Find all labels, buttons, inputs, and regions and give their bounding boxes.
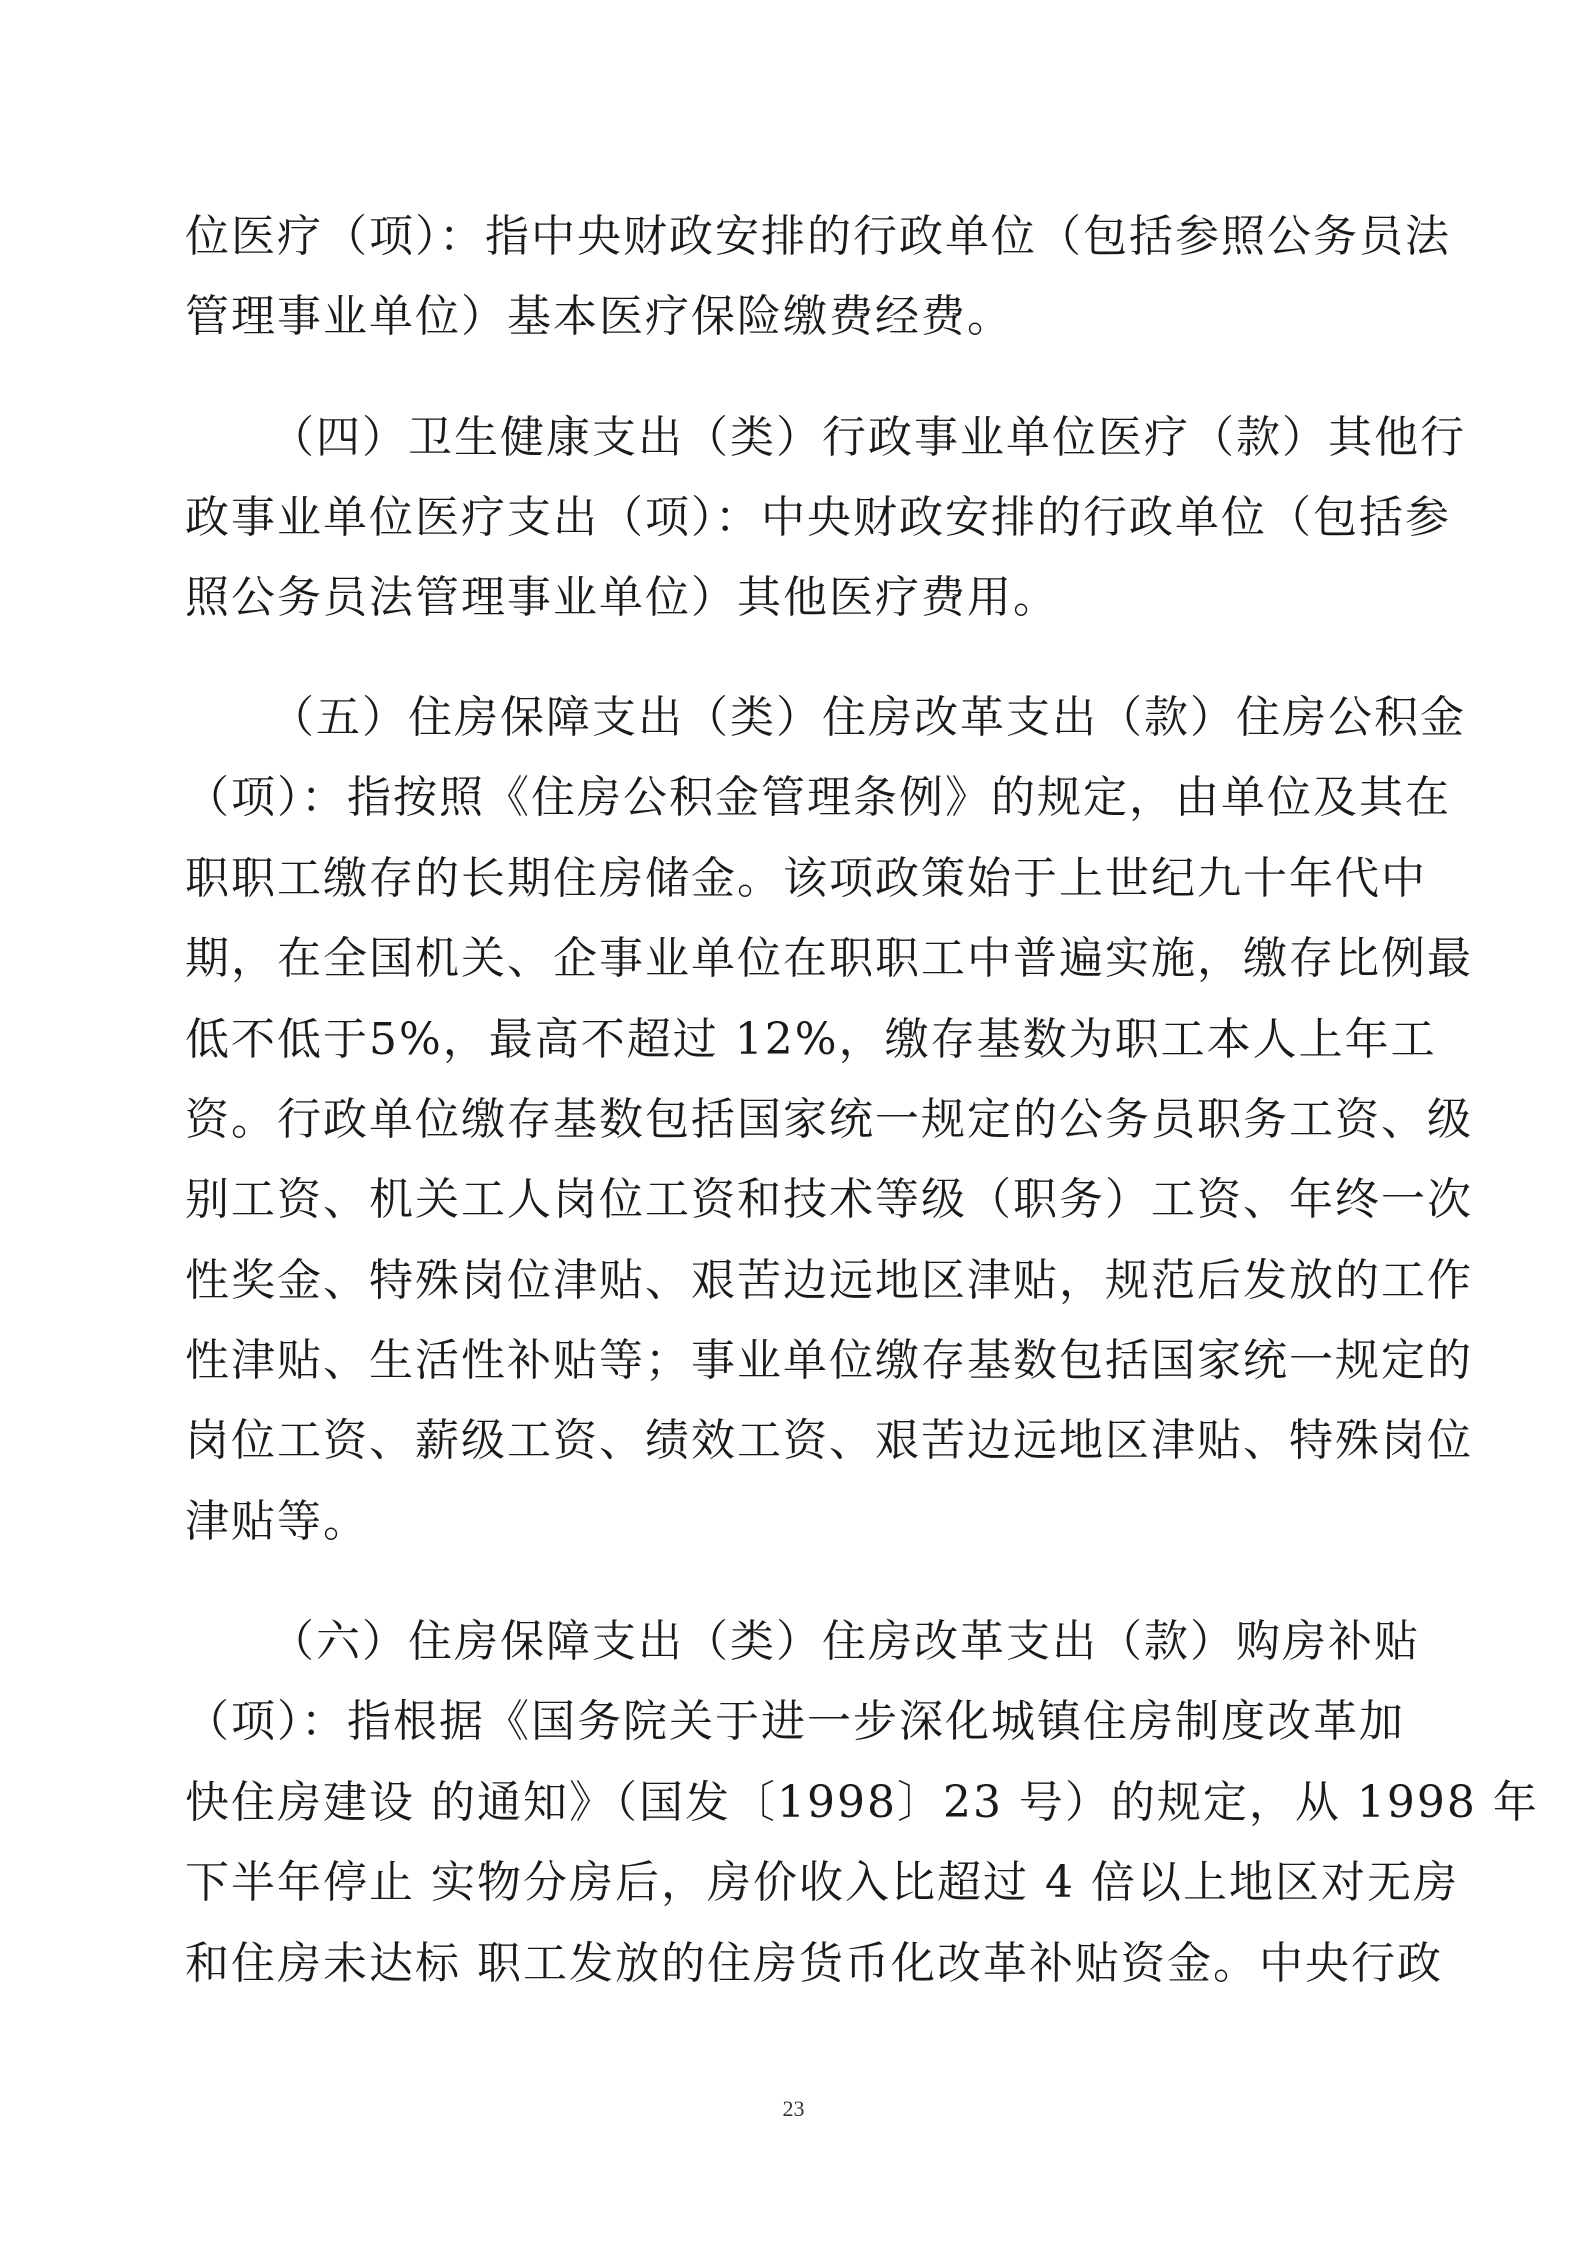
text-line: 下半年停止 实物分房后，房价收入比超过 4 倍以上地区对无房 <box>185 1857 1459 1908</box>
paragraph-start-line: （六）住房保障支出（类）住房改革支出（款）购房补贴 <box>270 1616 1420 1667</box>
text-line: 资。行政单位缴存基数包括国家统一规定的公务员职务工资、级 <box>185 1094 1473 1145</box>
text-line: 政事业单位医疗支出（项）：中央财政安排的行政单位（包括参 <box>185 492 1451 543</box>
text-line: 性津贴、生活性补贴等；事业单位缴存基数包括国家统一规定的 <box>185 1335 1473 1386</box>
text-line: 别工资、机关工人岗位工资和技术等级（职务）工资、年终一次 <box>185 1174 1473 1225</box>
text-line: 照公务员法管理事业单位）其他医疗费用。 <box>185 572 1059 623</box>
text-line: 和住房未达标 职工发放的住房货币化改革补贴资金。中央行政 <box>185 1938 1443 1989</box>
page-number: 23 <box>782 2096 805 2121</box>
paragraph-start-line: （五）住房保障支出（类）住房改革支出（款）住房公积金 <box>270 692 1466 743</box>
text-line: 位医疗（项）：指中央财政安排的行政单位（包括参照公务员法 <box>185 211 1451 262</box>
text-line: 岗位工资、薪级工资、绩效工资、艰苦边远地区津贴、特殊岗位 <box>185 1415 1473 1466</box>
text-line: 期，在全国机关、企事业单位在职职工中普遍实施，缴存比例最 <box>185 933 1473 984</box>
text-line: 低不低于5%，最高不超过 12%，缴存基数为职工本人上年工 <box>185 1014 1437 1065</box>
text-line: （项）：指根据《国务院关于进一步深化城镇住房制度改革加 <box>185 1696 1405 1747</box>
text-line: 性奖金、特殊岗位津贴、艰苦边远地区津贴，规范后发放的工作 <box>185 1255 1473 1306</box>
paragraph-start-line: （四）卫生健康支出（类）行政事业单位医疗（款）其他行 <box>270 412 1466 463</box>
text-line: 快住房建设 的通知》（国发〔1998〕23 号）的规定，从 1998 年 <box>185 1777 1539 1828</box>
text-line: （项）：指按照《住房公积金管理条例》的规定，由单位及其在 <box>185 772 1451 823</box>
text-line: 职职工缴存的长期住房储金。该项政策始于上世纪九十年代中 <box>185 853 1427 904</box>
text-line: 管理事业单位）基本医疗保险缴费经费。 <box>185 291 1013 342</box>
text-line: 津贴等。 <box>185 1496 369 1547</box>
